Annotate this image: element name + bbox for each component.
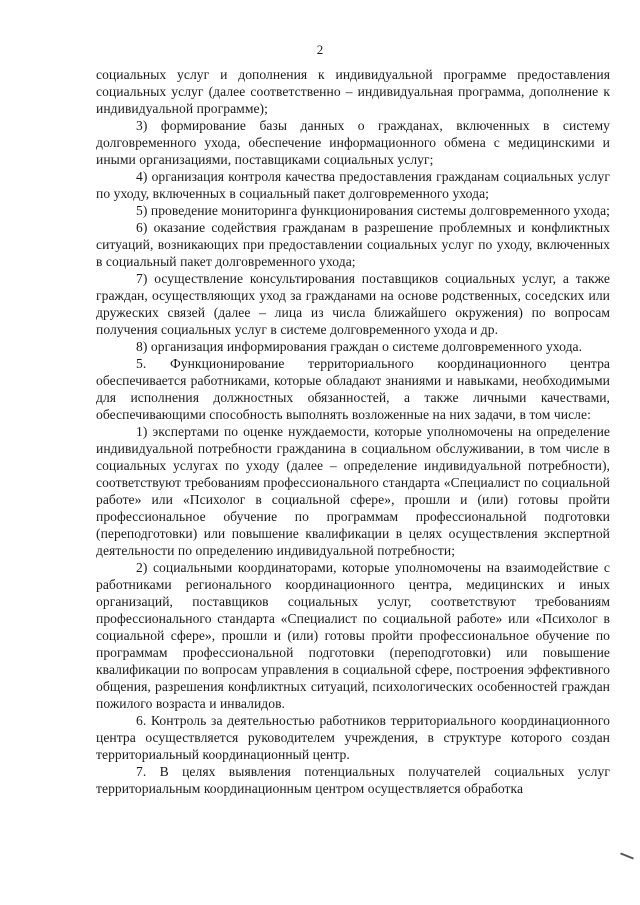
paragraph-item-5: 5) проведение мониторинга функционирования системы долговременного ухода;	[136, 203, 611, 218]
paragraph-continuation: социальных услуг и дополнения к индивидуальной программе предоставления социальных услуг (далее соответственно – индивидуальная программа, дополнение к индивидуальной программе);	[96, 67, 610, 116]
section-7-paragraph: 7. В целях выявления потенциальных получателей социальных услуг территориальным координационным центром осуществляется обработка	[96, 764, 610, 796]
paragraph-item-8: 8) организация информирования граждан о системе долговременного ухода.	[136, 339, 583, 354]
scan-mark	[620, 852, 634, 859]
section-5-paragraph: 5. Функционирование территориального координационного центра обеспечивается работниками, которые обладают знаниями и навыками, необходимыми для исполнения должностных обязанностей, а также личными качествами, обеспечивающими способность выполнять возложенные на них задачи, в том числе:	[96, 356, 610, 422]
section-5-item-2: 2) социальными координаторами, которые уполномочены на взаимодействие с работниками регионального координационного центра, медицинских и иных организаций, поставщиков социальных услуг, соответствуют требованиям профессионального стандарта «Специалист по социальной работе» или «Психолог в социальной сфере», прошли и (или) готовы пройти профессиональное обучение по программам профессиональной подготовки (переподготовки) или повышение квалификации по вопросам управления в социальной сфере, построения эффективного общения, разрешения конфликтных ситуаций, психологических особенностей граждан пожилого возраста и инвалидов.	[96, 560, 610, 711]
document-body	[96, 66, 610, 797]
paragraph-item-4: 4) организация контроля качества предоставления гражданам социальных услуг по уходу, включенных в социальный пакет долговременного ухода;	[96, 169, 610, 201]
page-number: 2	[316, 42, 324, 57]
paragraph-item-6: 6) оказание содействия гражданам в разрешение проблемных и конфликтных ситуаций, возникающих при предоставлении социальных услуг по уходу, включенных в социальный пакет долговременного ухода;	[96, 220, 610, 269]
section-5-item-1: 1) экспертами по оценке нуждаемости, которые уполномочены на определение индивидуальной потребности гражданина в социальном обслуживании, в том числе в социальных услугах по уходу (далее – определение индивидуальной потребности), соответствуют требованиям профессионального стандарта «Специалист по социальной работе» или «Психолог в социальной сфере», прошли и (или) готовы пройти профессиональное обучение по программам профессиональной подготовки (переподготовки) или повышение квалификации в целях осуществления экспертной деятельности по определению индивидуальной потребности;	[96, 424, 610, 558]
paragraph-item-3: 3) формирование базы данных о гражданах, включенных в систему долговременного ухода, обеспечение информационного обмена с медицинскими и иными организациями, поставщиками социальных услуг;	[96, 118, 610, 167]
section-6-paragraph: 6. Контроль за деятельностью работников территориального координационного центра осуществляется руководителем учреждения, в структуре которого создан территориальный координационный центр.	[96, 713, 610, 762]
paragraph-item-7: 7) осуществление консультирования поставщиков социальных услуг, а также граждан, осуществляющих уход за гражданами на основе родственных, соседских или дружеских связей (далее – лица из числа ближайшего окружения) по вопросам получения социальных услуг в системе долговременного ухода и др.	[96, 271, 610, 337]
